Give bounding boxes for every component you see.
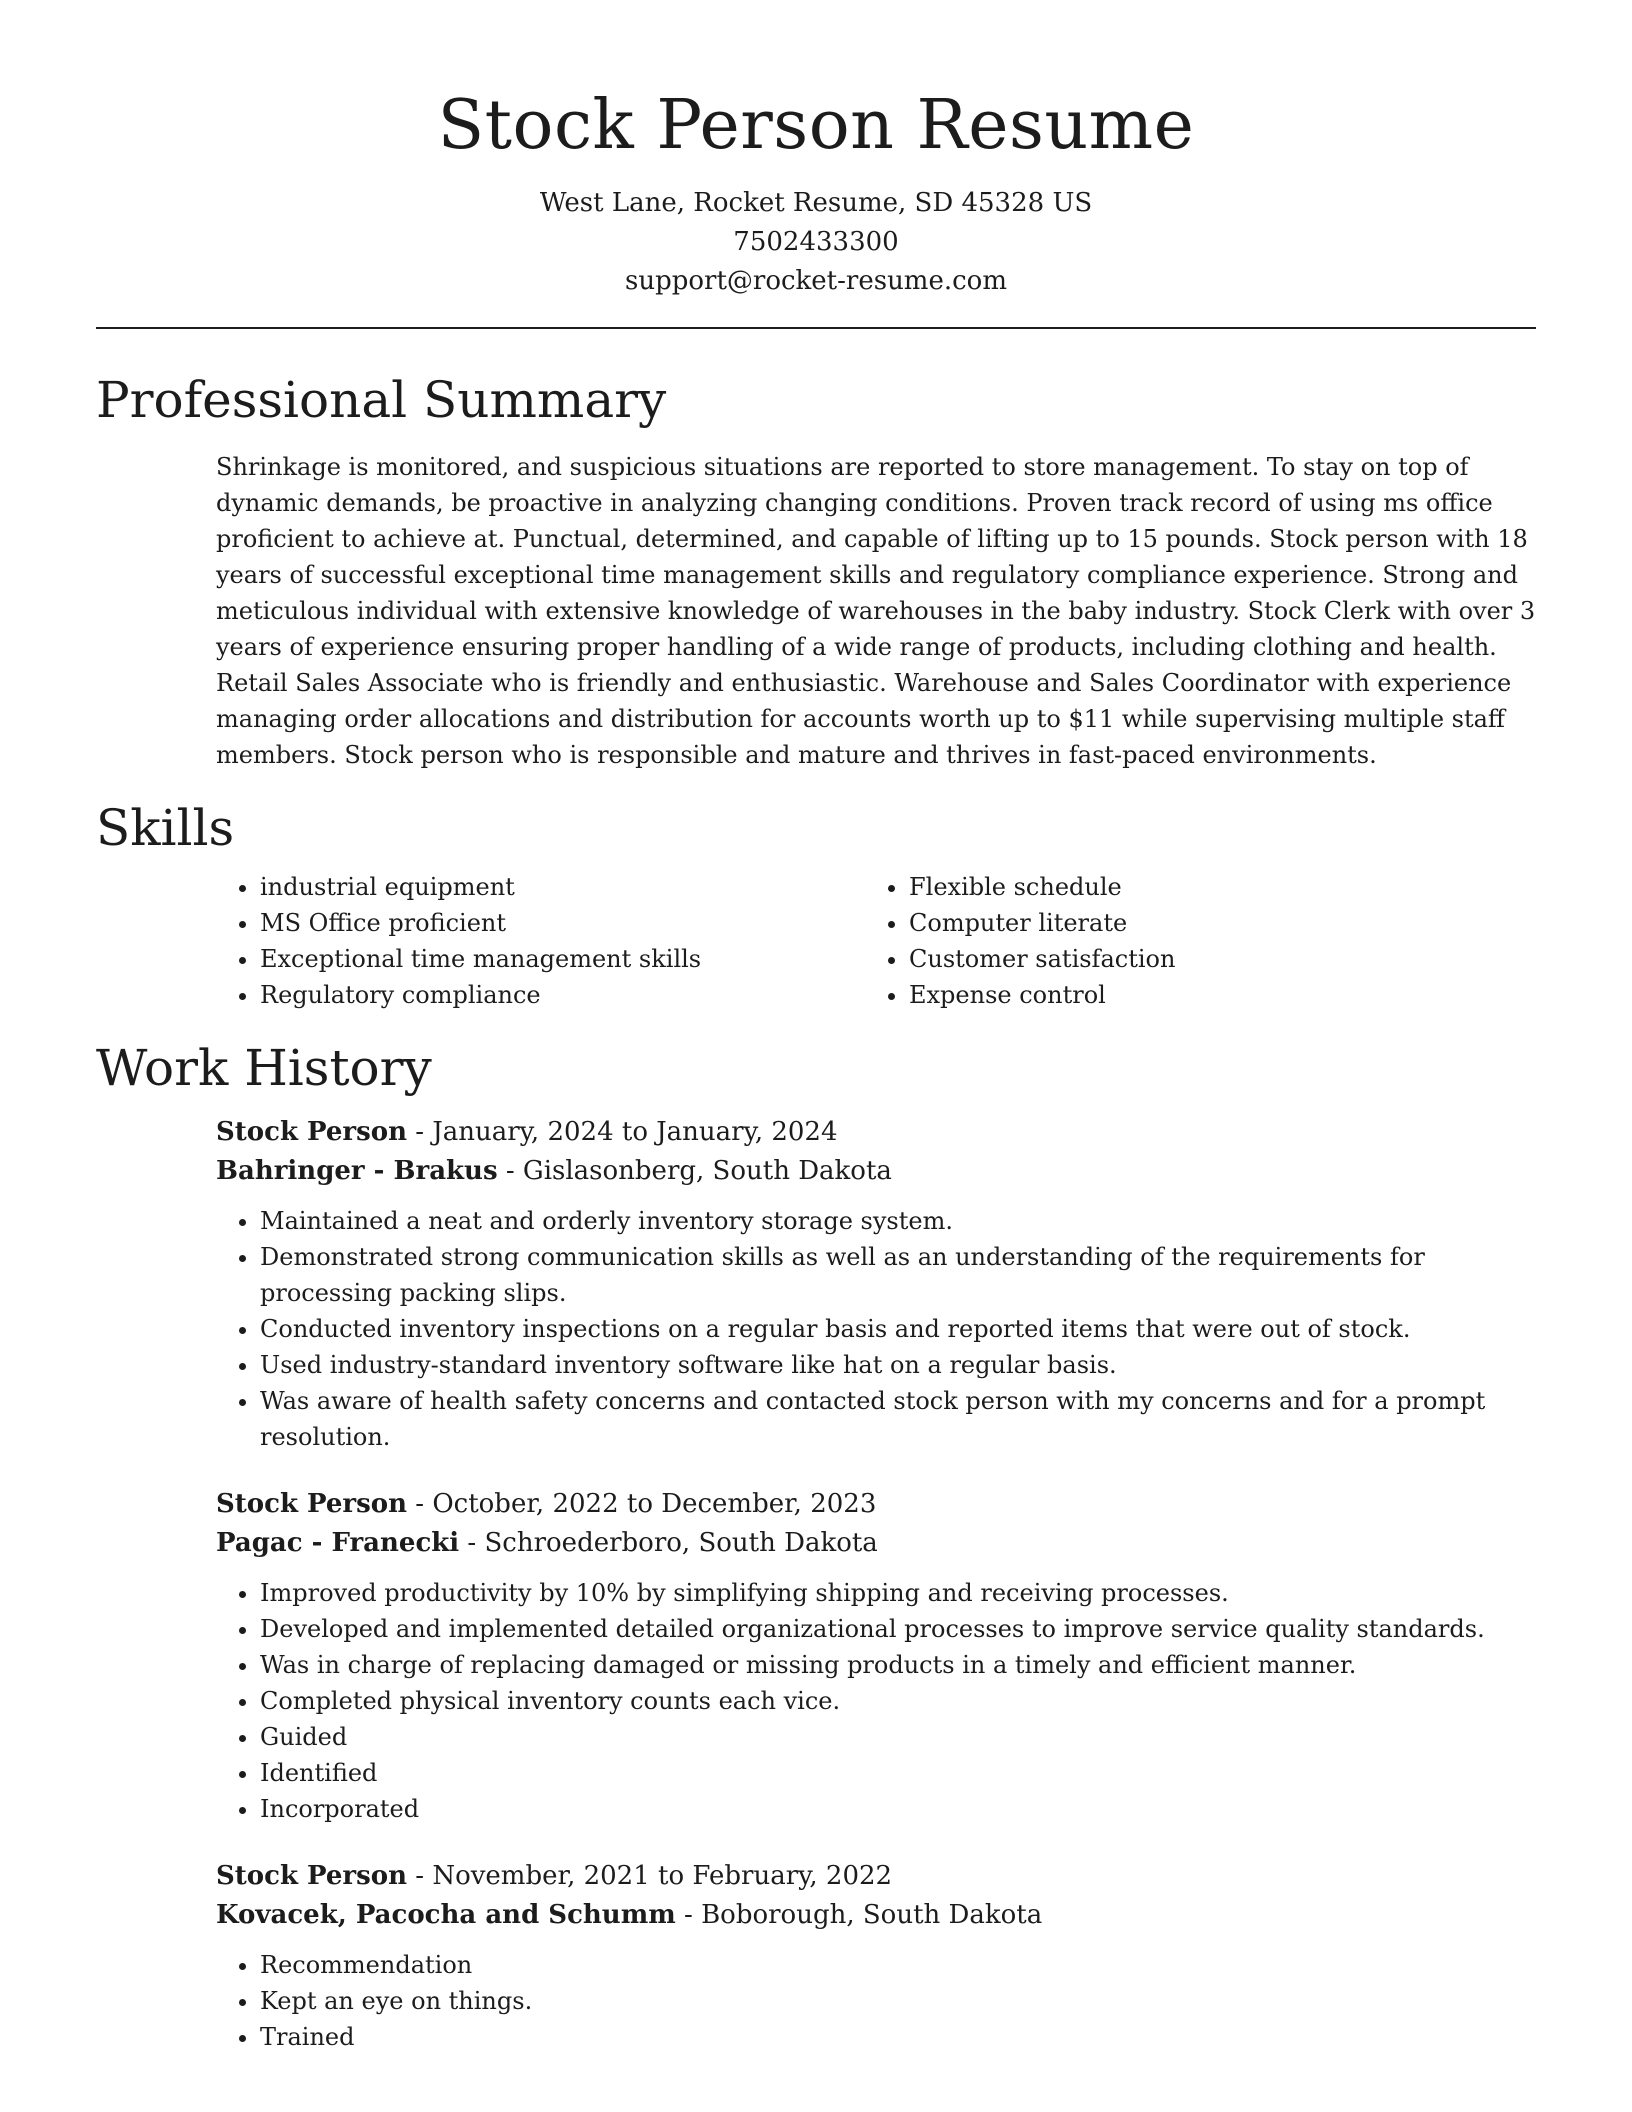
skills-column-left — [216, 869, 865, 1013]
skill-item: • MS Office proficient — [260, 905, 865, 941]
skill-item: • Flexible schedule — [909, 869, 1514, 905]
job-company: Pagac - Franecki — [216, 1528, 460, 1558]
job-bullet: • Was aware of health safety concerns and contacted stock person with my concerns and for a prompt resolution. — [260, 1383, 1536, 1455]
contact-address: West Lane, Rocket Resume, SD 45328 US — [539, 188, 1093, 218]
job-role-line — [216, 1113, 1536, 1152]
job-entry-2 — [216, 1485, 1536, 1827]
skills-list-right — [865, 869, 1514, 1013]
job-bullet: • Identified — [260, 1755, 1536, 1791]
job-bullet: • Maintained a neat and orderly inventory storage system. — [260, 1203, 1536, 1239]
job-bullets — [216, 1947, 1536, 2055]
job-company-line — [216, 1896, 1536, 1935]
job-role-line — [216, 1485, 1536, 1524]
summary-heading: Professional Summary — [96, 371, 667, 429]
skills-grid — [216, 869, 1536, 1013]
job-dates: - January, 2024 to January, 2024 — [407, 1117, 838, 1147]
work-history-heading: Work History — [96, 1039, 432, 1097]
skill-item: • Expense control — [909, 977, 1514, 1013]
job-company-line — [216, 1152, 1536, 1191]
job-location: - Boborough, South Dakota — [675, 1900, 1043, 1930]
resume-header — [96, 0, 1536, 301]
job-bullet: • Guided — [260, 1719, 1536, 1755]
skill-item: • Regulatory compliance — [260, 977, 865, 1013]
job-company: Bahringer - Brakus — [216, 1156, 498, 1186]
skills-list-left — [216, 869, 865, 1013]
job-bullet: • Was in charge of replacing damaged or missing products in a timely and efficient manner. — [260, 1647, 1536, 1683]
job-role: Stock Person — [216, 1861, 408, 1891]
job-bullets — [216, 1575, 1536, 1827]
job-dates: - October, 2022 to December, 2023 — [407, 1489, 877, 1519]
job-bullet: • Recommendation — [260, 1947, 1536, 1983]
header-divider — [96, 327, 1536, 329]
job-role-line — [216, 1857, 1536, 1896]
skill-item: • Customer satisfaction — [909, 941, 1514, 977]
summary-paragraph: Shrinkage is monitored, and suspicious situations are reported to store management. To stay on top of dynamic demands, be proactive in analyzing changing conditions. Proven track record of using ms office proficient to achieve at. Punctual, determined, and capable of lifting up to 15 pounds. Stock person with 18 years of successful exceptional time management skills and regulatory compliance experience. Strong and meticulous individual with extensive knowledge of warehouses in the baby industry. Stock Clerk with over 3 years of experience ensuring proper handling of a wide range of products, including clothing and health. Retail Sales Associate who is friendly and enthusiastic. Warehouse and Sales Coordinator with experience managing order allocations and distribution for accounts worth up to $11 while supervising multiple staff members. Stock person who is responsible and mature and thrives in fast-paced environments. — [216, 453, 1536, 769]
job-company-line — [216, 1524, 1536, 1563]
contact-block — [96, 184, 1536, 301]
job-bullets — [216, 1203, 1536, 1455]
job-bullet: • Kept an eye on things. — [260, 1983, 1536, 2019]
job-bullet: • Used industry-standard inventory software like hat on a regular basis. — [260, 1347, 1536, 1383]
job-location: - Gislasonberg, South Dakota — [497, 1156, 892, 1186]
resume-page — [96, 0, 1536, 2055]
contact-phone: 7502433300 — [733, 227, 899, 257]
skill-item: • industrial equipment — [260, 869, 865, 905]
skills-column-right — [865, 869, 1514, 1013]
job-bullet: • Demonstrated strong communication skills as well as an understanding of the requirements for processing packing slips. — [260, 1239, 1536, 1311]
skill-item: • Computer literate — [909, 905, 1514, 941]
job-bullet: • Conducted inventory inspections on a regular basis and reported items that were out of stock. — [260, 1311, 1536, 1347]
job-bullet: • Incorporated — [260, 1791, 1536, 1827]
skill-item: • Exceptional time management skills — [260, 941, 865, 977]
job-entry-3 — [216, 1857, 1536, 2055]
job-bullet: • Completed physical inventory counts each vice. — [260, 1683, 1536, 1719]
contact-email: support@rocket-resume.com — [624, 266, 1007, 296]
resume-title: Stock Person Resume — [437, 86, 1195, 165]
job-entry-1 — [216, 1113, 1536, 1455]
job-bullet: • Trained — [260, 2019, 1536, 2055]
job-role: Stock Person — [216, 1117, 408, 1147]
job-bullet: • Developed and implemented detailed organizational processes to improve service quality standards. — [260, 1611, 1536, 1647]
job-location: - Schroederboro, South Dakota — [459, 1528, 878, 1558]
job-bullet: • Improved productivity by 10% by simplifying shipping and receiving processes. — [260, 1575, 1536, 1611]
job-dates: - November, 2021 to February, 2022 — [407, 1861, 893, 1891]
skills-heading: Skills — [96, 799, 235, 857]
job-company: Kovacek, Pacocha and Schumm — [216, 1900, 676, 1930]
job-role: Stock Person — [216, 1489, 408, 1519]
